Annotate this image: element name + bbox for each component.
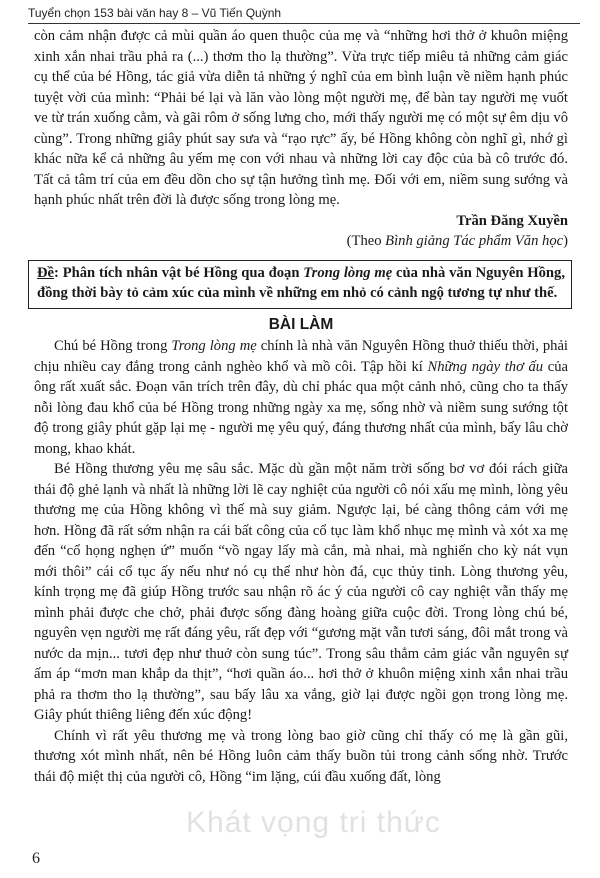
prompt-text-1: Phân tích nhân vật bé Hồng qua đoạn xyxy=(62,264,304,281)
p1-memoir-title: Những ngày thơ ấu xyxy=(427,358,544,375)
prompt-label: Đề xyxy=(37,264,55,281)
p1-work-title: Trong lòng mẹ xyxy=(171,338,257,354)
source-prefix: (Theo xyxy=(346,233,386,249)
excerpt-source xyxy=(34,231,568,252)
essay-heading: BÀI LÀM xyxy=(268,315,334,333)
running-header: Tuyển chọn 153 bài văn hay 8 – Vũ Tiến Quỳnh xyxy=(28,6,282,20)
p1-text-c: của ông rất xuất sắc. Đoạn văn trích trên đây, dù chỉ phác qua một cảnh nhỏ, cũng cho ta thấy nỗi lòng đau khổ của bé Hồng trong những ngày xa mẹ, sống nhờ và niềm sung sướng tột độ trong giây phút gặp lại mẹ - người mẹ yêu quý, đáng thương nhất của mình, bấy lâu chờ mong, khao khát. xyxy=(34,358,569,457)
source-suffix: ) xyxy=(563,233,568,249)
prompt-colon: : xyxy=(54,264,63,281)
essay-paragraph-1 xyxy=(34,336,568,459)
essay-paragraph-3: Chính vì rất yêu thương mẹ và trong lòng bao giờ cũng chỉ thấy có mẹ là gần gũi, thương xót mình nhất, nên bé Hồng luôn cảm thấy buồn tủi trong cảnh sống nhờ. Trước thái độ miệt thị của người cô, Hồng “im lặng, cúi đầu xuống đất, lòng xyxy=(34,727,568,785)
page-body xyxy=(34,26,568,787)
source-title: Bình giảng Tác phẩm Văn học xyxy=(385,233,564,249)
header-rule xyxy=(28,23,580,24)
page-number: 6 xyxy=(32,850,40,867)
excerpt-author: Trần Đăng Xuyền xyxy=(456,212,568,229)
essay-prompt-box xyxy=(28,260,572,309)
prompt-text-2: của nhà văn Nguyên Hồng, đồng thời bày tỏ cảm xúc của mình về những em nhỏ có cảnh ngộ tương tự như thế. xyxy=(37,264,565,301)
watermark: Khát vọng tri thức xyxy=(186,806,441,839)
prompt-work-title: Trong lòng mẹ xyxy=(303,264,393,281)
p1-text-b: chính là nhà văn Nguyên Hồng thuở thiếu thời, phải chịu nhiều cay đắng trong cảnh nghèo khổ và mồ côi. Tập hồi kí xyxy=(34,338,568,375)
excerpt-paragraph: còn cảm nhận được cả mùi quần áo quen thuộc của mẹ và “những hơi thở ở khuôn miệng xinh xắn nhai trầu phả ra (...) thơm tho lạ thường”. Vừa trực tiếp miêu tả những cảm giác cụ thể của bé Hồng, tác giả vừa diễn tả những ý nghĩ của em bình luận về niềm hạnh phúc tuyệt vời của mình: “Phải bé lại và lăn vào lòng một người mẹ, để bàn tay người mẹ vuốt ve từ trán xuống cằm, và gãi rôm ở sống lưng cho, mới thấy người mẹ có một sự êm dịu vô cùng”. Trong những giây phút say sưa và “rạo rực” ấy, bé Hồng không còn nghĩ gì, nhớ gì khác nữa kể cả những âu yếm mẹ con với nhau và những lời cay độc của bà cô trước đó. Tất cả tâm trí của em đều dồn cho sự tận hưởng tình mẹ. Đối với em, niềm sung sướng và hạnh phúc nhất trên đời là được sống trong lòng mẹ. xyxy=(34,28,568,208)
p1-text-a: Chú bé Hồng trong xyxy=(54,338,172,354)
essay-paragraph-2: Bé Hồng thương yêu mẹ sâu sắc. Mặc dù gần một năm trời sống bơ vơ đói rách giữa thái độ ghẻ lạnh và nhất là những lời lẽ cay nghiệt của người cô nói xấu mẹ mình, lòng yêu thương mẹ của Hồng không vì thế mà suy giảm. Ngược lại, bé càng thông cảm với mẹ hơn. Hồng đã rất sớm nhận ra cái bất công của cổ tục làm khổ nhục mẹ mình và xót xa mẹ đến “cổ họng nghẹn ứ” muốn “vồ ngay lấy mà cắn, mà nhai, mà nghiến cho kỳ nát vụn mới thôi” cái cổ tục ấy nếu như nó cụ thể như hòn đá, cục thủy tinh. Lòng thương yêu, kính trọng mẹ đã giúp Hồng trước sau nhận rõ ác ý của người cô cay nghiệt vẫn thấy mẹ mình phải được che chở, phải được sống đàng hoàng giữa cuộc đời. Trong lòng chú bé, nguyên vẹn người mẹ rất đáng yêu, rất đẹp với “gương mặt vẫn tươi sáng, đôi mắt trong và nước da mịn... tươi đẹp như thuở còn sung túc”. Trong sâu thẳm cảm giác vẫn nguyên sự ấm áp “mơn man khắp da thịt”, “hơi quần áo... hơi thở ở khuôn miệng xinh xắn nhai trầu phả ra thơm tho lạ thường”, sau bấy lâu xa vắng, giờ lại được ngồi gọn trong lòng mẹ. Giây phút thiêng liêng đến xúc động! xyxy=(34,461,568,723)
